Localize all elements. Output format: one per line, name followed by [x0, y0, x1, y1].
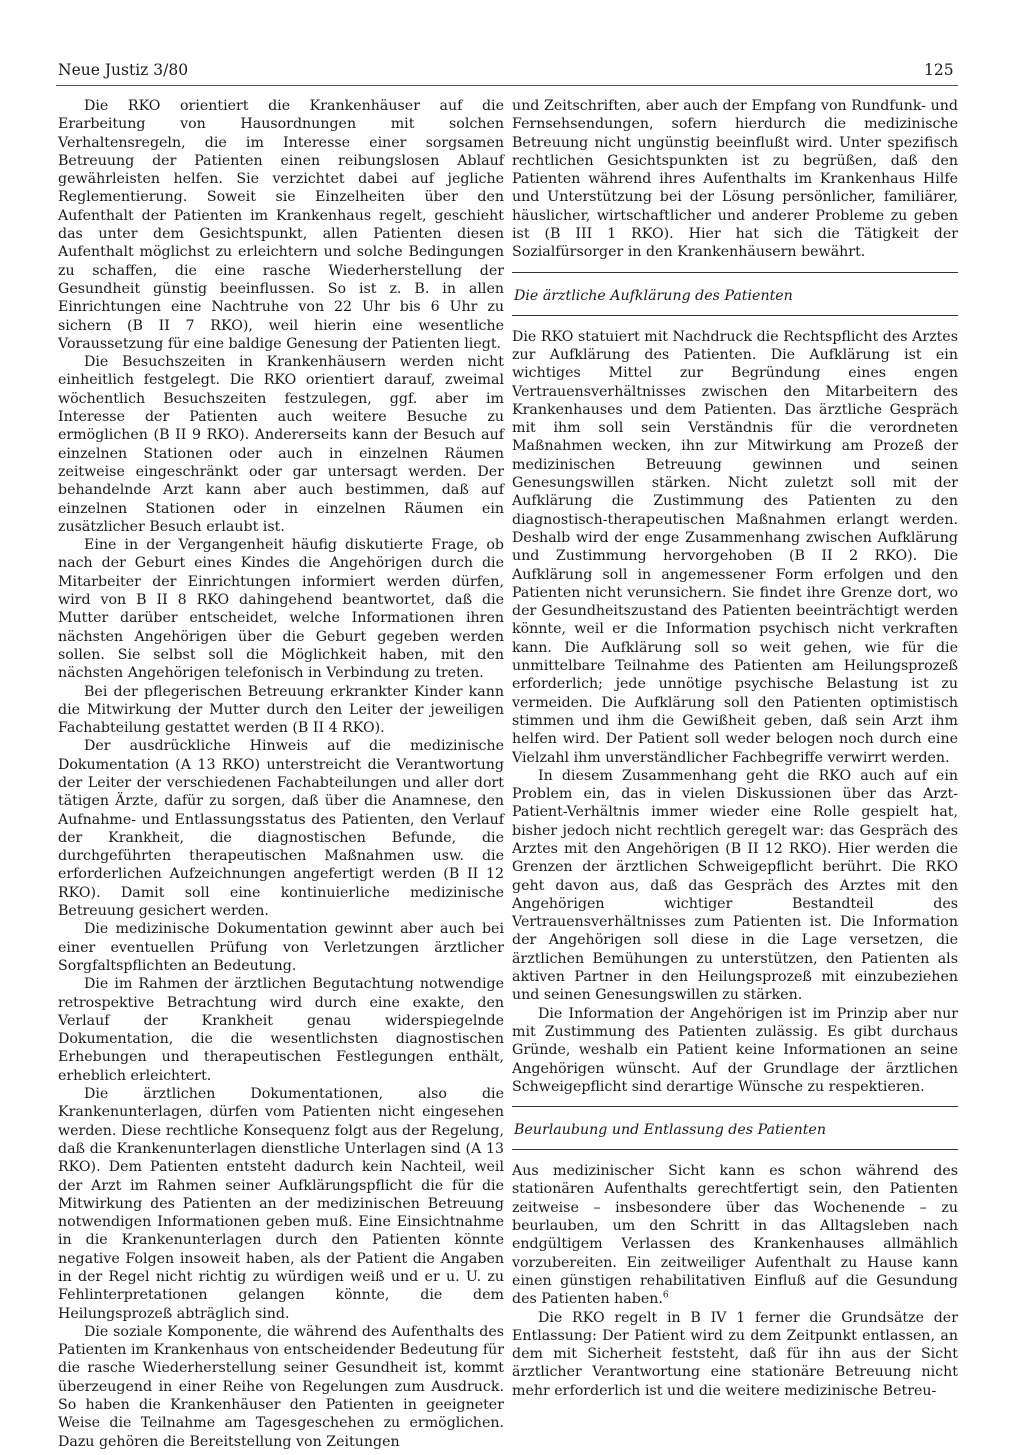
paragraph: Die soziale Komponente, die während des Aufenthalts des Patienten im Krankenhaus von entscheidender Bedeutung für die rasche Wiederherstellung seiner Gesundheit ist, kommt überzeugend in einer Reihe von Regelungen zum Ausdruck. So haben die Krankenhäuser den Patienten in geeigneter Weise die Teilnahme am Tagesgeschehen zu ermöglichen. Dazu gehören die Bereitstellung von Zeitungen [58, 1323, 504, 1450]
section-heading: Beurlaubung und Entlassung des Patienten [514, 1122, 826, 1139]
paragraph: Die Information der Angehörigen ist im Prinzip aber nur mit Zustimmung des Patienten zulässig. Es gibt durchaus Gründe, weshalb ein Patient keine Informationen an seine Angehörigen wünscht. Auf der Grundlage der ärztlichen Schweigepflicht sind derartige Wünsche zu respektieren. [512, 1005, 958, 1095]
paragraph: Eine in der Vergangenheit häufig diskutierte Frage, ob nach der Geburt eines Kindes die Angehörigen durch die Mitarbeiter der Einrichtungen informiert werden dürfen, wird von B II 8 RKO dahingehend beantwortet, daß die Mutter darüber entscheidet, welche Informationen ihren nächsten Angehörigen über die Geburt gegeben werden sollen. Sie selbst soll die Möglichkeit haben, mit den nächsten Angehörigen telefonisch in Verbindung zu treten. [58, 537, 504, 682]
paragraph: Die RKO regelt in B IV 1 ferner die Grundsätze der Entlassung: Der Patient wird zu dem Zeitpunkt entlassen, an dem mit Sicherheit feststeht, daß für ihn aus der Sicht ärztlicher Verantwortung eine stationäre Betreuung nicht mehr erforderlich ist und die weitere medizinische Betreu- [512, 1309, 958, 1399]
paragraph: Die RKO orientiert die Krankenhäuser auf die Erarbeitung von Hausordnungen mit solchen Verhaltensregeln, die im Interesse einer sorgsamen Betreuung der Patienten einen reibungslosen Ablauf gewährleisten helfen. Sie verzichtet dabei auf jegliche Reglementierung. Soweit sie Einzelheiten über den Aufenthalt der Patienten im Krankenhaus regelt, geschieht das unter dem Gesichtspunkt, allen Patienten diesen Aufenthalt möglichst zu erleichtern und solche Bedingungen zu schaffen, die eine rasche Wiederherstellung der Gesundheit günstig beeinflussen. So ist z. B. in allen Einrichtungen eine Nachtruhe von 22 Uhr bis 6 Uhr zu sichern (B II 7 RKO), weil hierin eine wesentliche Voraussetzung für eine baldige Genesung der Patienten liegt. [58, 98, 504, 352]
paragraph: Die medizinische Dokumentation gewinnt aber auch bei einer eventuellen Prüfung von Verletzungen ärztlicher Sorgfaltspflichten an Bedeutung. [58, 921, 504, 974]
paragraph: Bei der pflegerischen Betreuung erkrankter Kinder kann die Mitwirkung der Mutter durch den Leiter der jeweiligen Fachabteilung gestattet werden (B II 4 RKO). [58, 683, 504, 737]
section-heading: Die ärztliche Aufklärung des Patienten [514, 287, 793, 304]
paragraph: Die im Rahmen der ärztlichen Begutachtung notwendige retrospektive Betrachtung wird durch eine exakte, den Verlauf der Krankheit genau widerspiegelnde Dokumentation, die die wesentlichsten diagnostischen Erhebungen und therapeutischen Festlegungen enthält, erheblich erleichtert. [58, 976, 504, 1084]
section-rule [512, 1106, 958, 1107]
paragraph-continuation: und Zeitschriften, aber auch der Empfang von Rundfunk- und Fernsehsendungen, sofern hierdurch die medizinische Betreuung nicht ungünstig beeinflußt wird. Unter spezifisch rechtlichen Gesichtspunkten ist zu begrüßen, daß den Patienten während ihres Aufenthalts im Krankenhaus Hilfe und Unterstützung bei der Lösung persönlicher, familiärer, häuslicher, wirtschaftlicher und anderer Probleme zu geben ist (B III 1 RKO). Hier hat sich die Tätigkeit der Sozialfürsorger in den Krankenhäusern bewährt. [512, 98, 958, 261]
section-heading-rule [512, 1149, 958, 1150]
paragraph: Die Besuchszeiten in Krankenhäusern werden nicht einheitlich festgelegt. Die RKO orientiert darauf, zweimal wöchentlich Besuchszeiten festzulegen, ggf. aber im Interesse der Patienten auch weitere Besuche zu ermöglichen (B II 9 RKO). Andererseits kann der Besuch auf einzelnen Stationen oder auch in einzelnen Räumen zeitweise eingeschränkt oder gar untersagt werden. Der behandelnde Arzt kann aber auch bestimmen, daß auf einzelnen Stationen oder in einzelnen Räumen ein zusätzlicher Besuch erlaubt ist. [58, 354, 504, 535]
section-rule [512, 272, 958, 273]
page-number: 125 [924, 61, 954, 79]
paragraph [512, 1162, 958, 1308]
section-heading-rule [512, 315, 958, 316]
right-column [512, 97, 958, 1400]
left-column [58, 97, 504, 1451]
paragraph: Die RKO statuiert mit Nachdruck die Rechtspflicht des Arztes zur Aufklärung des Patienten. Die Aufklärung ist ein wichtiges Mittel zur Begründung eines engen Vertrauensverhältnisses zwischen den Mitarbeitern des Krankenhauses und dem Patienten. Das ärztliche Gespräch mit ihm soll sein Verständnis für die verordneten Maßnahmen wecken, ihn zur Mitwirkung am Prozeß der medizinischen Betreuung gewinnen und seinen Genesungswillen stärken. Nicht zuletzt soll mit der Aufklärung die Zustimmung des Patienten zu den diagnostisch-therapeutischen Maßnahmen erlangt werden. Deshalb wird der enge Zusammenhang zwischen Aufklärung und Zustimmung hervorgehoben (B II 2 RKO). Die Aufklärung soll in angemessener Form erfolgen und den Patienten nicht verunsichern. Sie findet ihre Grenze dort, wo der Gesundheitszustand des Patienten beeinträchtigt werden könnte, weil er die Information psychisch nicht verkraften kann. Die Aufklärung soll so weit gehen, wie für die unmittelbare Teilnahme des Patienten am Heilungsprozeß erforderlich; jede unnötige psychische Belastung ist zu vermeiden. Die Aufklärung soll den Patienten optimistisch stimmen und ihm die Gewißheit geben, daß sein Arzt ihm helfen wird. Der Patient soll weder belogen noch durch eine Vielzahl ihm unverständlicher Fachbegriffe verwirrt werden. [512, 328, 958, 766]
paragraph-text: Aus medizinischer Sicht kann es schon während des stationären Aufenthalts gerechtfertigt sein, den Patienten zeitweise – insbesondere über das Wochenende – zu beurlauben, um den Schritt in das Alltagsleben nach endgültigem Verlassen des Krankenhauses allmählich vorzubereiten. Ein zeitweiliger Aufenthalt zu Hause kann einen günstigen rehabilitativen Einfluß auf die Gesundung des Patienten haben. [512, 1163, 958, 1308]
paragraph: Der ausdrückliche Hinweis auf die medizinische Dokumentation (A 13 RKO) unterstreicht die Verantwortung der Leiter der verschiedenen Fachabteilungen und aller dort tätigen Ärzte, dafür zu sorgen, daß über die Anamnese, den Aufnahme- und Entlassungsstatus des Patienten, den Verlauf der Krankheit, die diagnostischen Befunde, die durchgeführten therapeutischen Maßnahmen usw. die erforderlichen Aufzeichnungen angefertigt werden (B II 12 RKO). Damit soll eine kontinuierliche medizinische Betreuung gesichert werden. [58, 738, 504, 920]
paragraph: In diesem Zusammenhang geht die RKO auch auf ein Problem ein, das in vielen Diskussionen über das Arzt-Patient-Verhältnis immer wieder eine Rolle gespielt hat, bisher jedoch nicht rechtlich geregelt war: das Gespräch des Arztes mit den Angehörigen (B II 12 RKO). Hier werden die Grenzen der ärztlichen Schweigepflicht berührt. Die RKO geht davon aus, daß das Gespräch des Arztes mit den Angehörigen wichtiger Bestandteil des Vertrauensverhältnisses zum Patienten ist. Die Information der Angehörigen soll diese in die Lage versetzen, die ärztlichen Bemühungen zu unterstützen, den Patienten als aktiven Partner in den Heilungsprozeß mit einzubeziehen und seinen Genesungswillen zu stärken. [512, 767, 958, 1004]
journal-title: Neue Justiz 3/80 [58, 61, 189, 79]
footnote-marker: 6 [662, 1290, 669, 1301]
header-rule [56, 85, 958, 86]
paragraph: Die ärztlichen Dokumentationen, also die Krankenunterlagen, dürfen vom Patienten nicht eingesehen werden. Diese rechtliche Konsequenz folgt aus der Regelung, daß die Krankenunterlagen dienstliche Unterlagen sind (A 13 RKO). Dem Patienten entsteht dadurch kein Nachteil, weil der Arzt im Rahmen seiner Aufklärungspflicht die für die Mitwirkung des Patienten an der medizinischen Betreuung notwendigen Informationen geben muß. Eine Einsichtnahme in die Krankenunterlagen durch den Patienten könnte negative Folgen insoweit haben, als der Patient die Angaben in der Regel nicht richtig zu würdigen weiß und er u. U. zu Fehlinterpretationen gelangen könnte, die dem Heilungsprozeß abträglich sind. [58, 1086, 504, 1322]
